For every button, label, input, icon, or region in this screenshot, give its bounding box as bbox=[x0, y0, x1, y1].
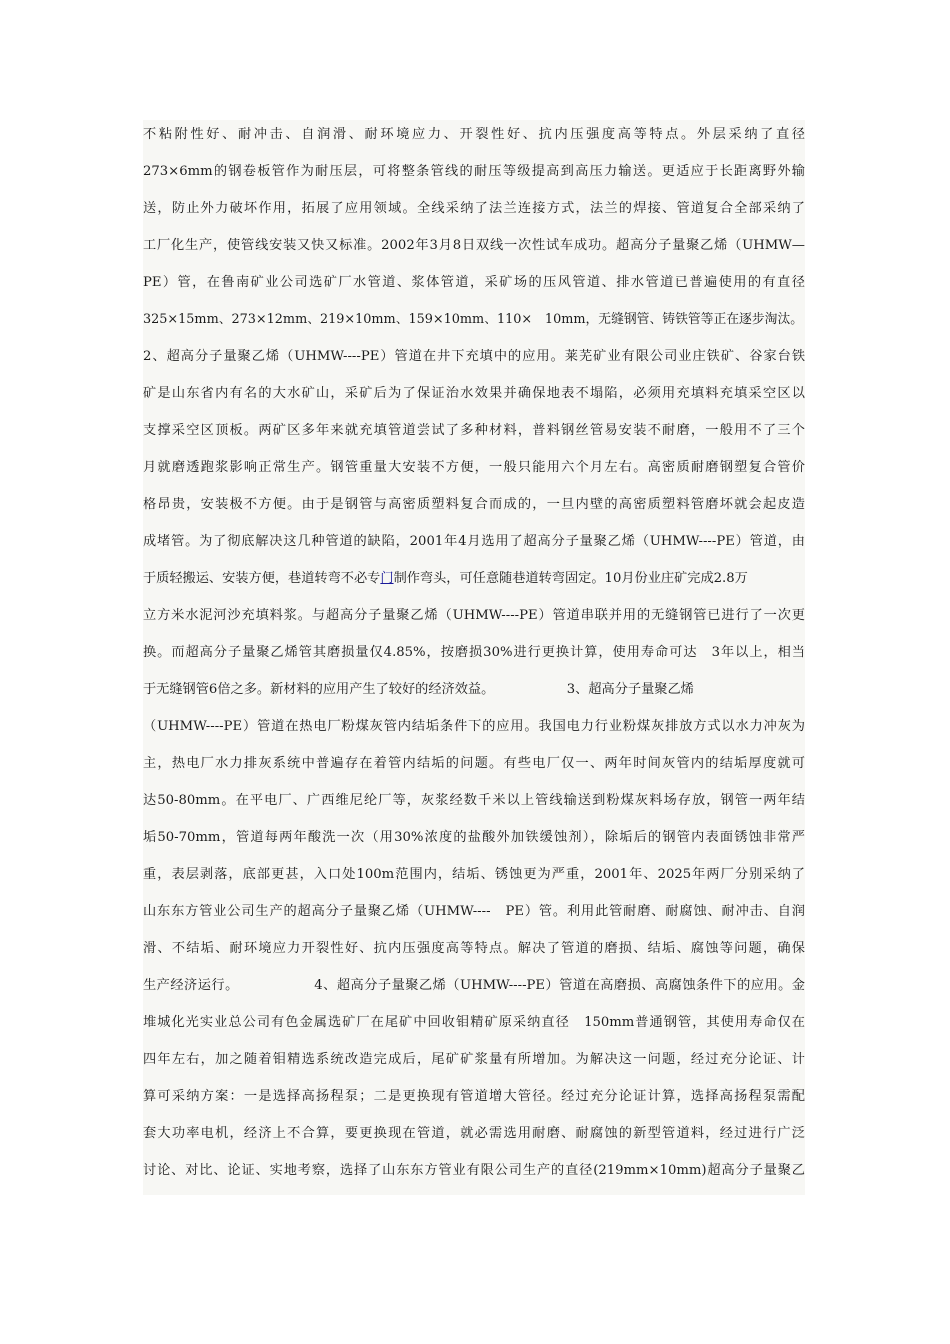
text-line: 四年左右，加之随着钼精选系统改造完成后，尾矿矿浆量有所增加。为解决这一问题，经过充分论证、计 bbox=[143, 1052, 805, 1067]
text-line: 送，防止外力破坏作用，拓展了应用领域。全线采纳了法兰连接方式，法兰的焊接、管道复合全部采纳了 bbox=[143, 201, 805, 216]
text-segment: 制作弯头，可任意随巷道转弯固定。10月份业庄矿完成2.8万 bbox=[393, 571, 748, 586]
inline-link[interactable]: 门 bbox=[380, 571, 394, 586]
text-line-with-link bbox=[143, 567, 805, 591]
text-line: 堆城化光实业总公司有色金属选矿厂在尾矿中回收钼精矿原采纳直径 150mm普通钢管，其使用寿命仅在 bbox=[143, 1015, 805, 1030]
text-line: 于无缝钢管6倍之多。新材料的应用产生了较好的经济效益。 3、超高分子量聚乙烯 bbox=[143, 682, 694, 697]
text-line: 工厂化生产，使管线安装又快又标准。2002年3月8日双线一次性试车成功。超高分子量聚乙烯（UHMW— bbox=[143, 238, 805, 253]
text-line: 325×15mm、273×12mm、219×10mm、159×10mm、110× 10mm，无缝钢管、铸铁管等正在逐步淘汰。 bbox=[143, 312, 804, 327]
text-line: 成堵管。为了彻底解决这几种管道的缺陷，2001年4月选用了超高分子量聚乙烯（UHMW----PE）管道，由 bbox=[143, 534, 805, 549]
text-line: 支撑采空区顶板。两矿区多年来就充填管道尝试了多种材料，普料钢丝管易安装不耐磨，一般用不了三个 bbox=[143, 423, 805, 438]
text-line: 重，表层剥落，底部更甚，入口处100m范围内，结垢、锈蚀更为严重，2001年、2025年两厂分别采纳了 bbox=[143, 867, 805, 882]
text-line: 不粘附性好、耐冲击、自润滑、耐环境应力、开裂性好、抗内压强度高等特点。外层采纳了直径 bbox=[143, 127, 805, 142]
text-line: 山东东方管业公司生产的超高分子量聚乙烯（UHMW---- PE）管。利用此管耐磨、耐腐蚀、耐冲击、自润 bbox=[143, 904, 805, 919]
text-line: 立方米水泥河沙充填料浆。与超高分子量聚乙烯（UHMW----PE）管道串联并用的无缝钢管已进行了一次更 bbox=[143, 608, 805, 623]
text-line: PE）管，在鲁南矿业公司选矿厂水管道、浆体管道，采矿场的压风管道、排水管道已普遍使用的有直径 bbox=[143, 275, 805, 290]
document-body bbox=[143, 120, 805, 1195]
text-line: 达50-80mm。在平电厂、广西维尼纶厂等，灰浆经数千米以上管线输送到粉煤灰料场存放，钢管一两年结 bbox=[143, 793, 805, 808]
text-line: （UHMW----PE）管道在热电厂粉煤灰管内结垢条件下的应用。我国电力行业粉煤灰排放方式以水力冲灰为 bbox=[143, 719, 805, 734]
text-line: 垢50-70mm，管道每两年酸洗一次（用30%浓度的盐酸外加铁缓蚀剂），除垢后的钢管内表面锈蚀非常严 bbox=[143, 830, 805, 845]
text-segment: 于质轻搬运、安装方便，巷道转弯不必专 bbox=[143, 571, 381, 586]
text-line: 2、超高分子量聚乙烯（UHMW----PE）管道在井下充填中的应用。莱芜矿业有限公司业庄铁矿、谷家台铁 bbox=[143, 349, 805, 364]
text-line: 生产经济运行。 4、超高分子量聚乙烯（UHMW----PE）管道在高磨损、高腐蚀条件下的应用。金 bbox=[143, 978, 805, 993]
text-line: 月就磨透跑浆影响正常生产。钢管重量大安装不方便，一般只能用六个月左右。高密质耐磨钢塑复合管价 bbox=[143, 460, 805, 475]
text-line: 滑、不结垢、耐环境应力开裂性好、抗内压强度高等特点。解决了管道的磨损、结垢、腐蚀等问题，确保 bbox=[143, 941, 805, 956]
text-line: 讨论、对比、论证、实地考察，选择了山东东方管业有限公司生产的直径(219mm×10mm)超高分子量聚乙 bbox=[143, 1163, 805, 1178]
text-line: 主，热电厂水力排灰系统中普遍存在着管内结垢的问题。有些电厂仅一、两年时间灰管内的结垢厚度就可 bbox=[143, 756, 805, 771]
text-line: 273×6mm的钢卷板管作为耐压层，可将整条管线的耐压等级提高到高压力输送。更适应于长距离野外输 bbox=[143, 164, 805, 179]
text-line: 矿是山东省内有名的大水矿山，采矿后为了保证治水效果并确保地表不塌陷，必须用充填料充填采空区以 bbox=[143, 386, 805, 401]
text-line: 算可采纳方案：一是选择高扬程泵；二是更换现有管道增大管径。经过充分论证计算，选择高扬程泵需配 bbox=[143, 1089, 805, 1104]
text-line: 格昂贵，安装极不方便。由于是钢管与高密质塑料复合而成的，一旦内壁的高密质塑料管磨坏就会起皮造 bbox=[143, 497, 805, 512]
text-line: 套大功率电机，经济上不合算，要更换现在管道，就必需选用耐磨、耐腐蚀的新型管道料，经过进行广泛 bbox=[143, 1126, 805, 1141]
text-line: 换。而超高分子量聚乙烯管其磨损量仅4.85%，按磨损30%进行更换计算，使用寿命可达 3年以上，相当 bbox=[143, 645, 805, 660]
